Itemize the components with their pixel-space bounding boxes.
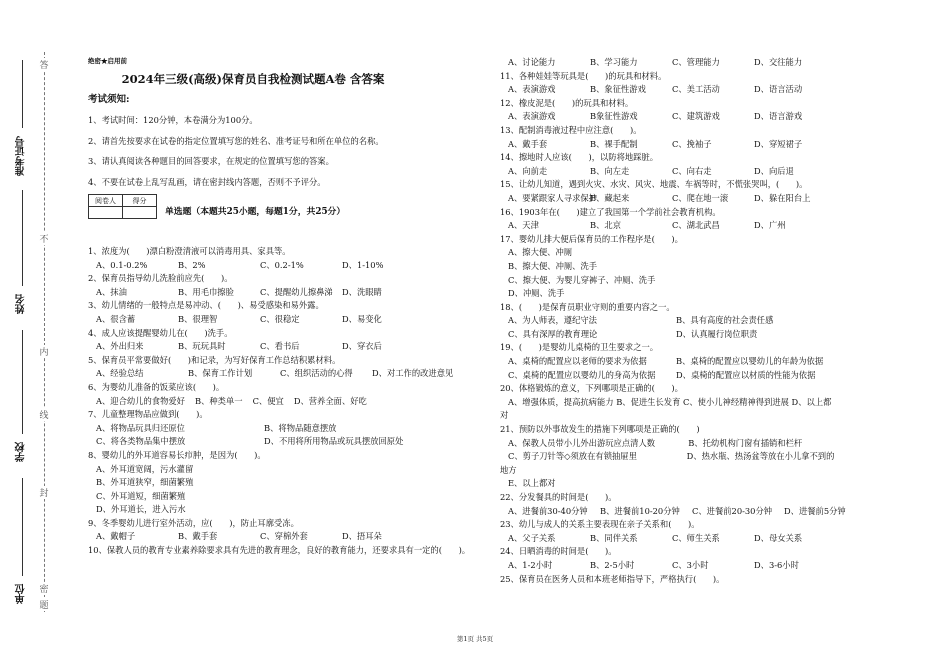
exam-id-label: 准考证号 <box>16 136 27 176</box>
answer-option[interactable]: B、将物品随意摆放 <box>264 422 337 433</box>
question-stem: 14、擦地时人应该( )，以防将地踩脏。 <box>500 152 659 163</box>
answer-option[interactable]: A、将物品玩具归还原位 <box>96 422 185 433</box>
seal-char: 内 <box>38 345 50 358</box>
question-item <box>500 518 900 545</box>
answer-option[interactable]: C、建筑游戏 <box>672 111 720 122</box>
answer-option[interactable]: B、保育工作计划 <box>188 368 253 379</box>
option-row <box>500 559 900 573</box>
question-stem: 18、( )是保育员职业守则的重要内容之一。 <box>500 301 675 312</box>
answer-option[interactable]: D、3-6小时 <box>754 559 799 570</box>
answer-option[interactable]: B、具有高度的社会责任感 <box>676 315 774 326</box>
option-row <box>88 286 488 300</box>
question-item <box>500 206 900 233</box>
answer-option[interactable]: C、桌椅的配置应以婴幼儿的身高为依据 <box>508 369 656 380</box>
answer-option[interactable]: D、外耳道长，进入污水 <box>96 504 186 515</box>
question-item <box>88 517 488 544</box>
answer-option[interactable]: 地方 <box>500 464 517 475</box>
answer-option[interactable]: A、戴手套 <box>508 138 548 149</box>
question-item <box>500 97 900 124</box>
section-title: 单选题（本题共25小题，每题1分，共25分） <box>165 207 346 217</box>
answer-option[interactable]: D、捂耳朵 <box>342 531 382 542</box>
answer-option[interactable]: D、不用将所用物品或玩具摆放回原处 <box>264 436 404 447</box>
question-stem: 20、体格锻炼的意义，下列哪项是正确的( )。 <box>500 383 683 394</box>
option-row <box>500 532 900 546</box>
question-stem: 9、冬季婴幼儿进行室外活动，应( )，防止耳廓受冻。 <box>88 517 299 528</box>
notice-item: 2、请首先按要求在试卷的指定位置填写您的姓名、准考证号和所在单位的名称。 <box>88 135 384 146</box>
option-row <box>500 355 900 369</box>
grader-cell[interactable] <box>89 207 123 219</box>
answer-option[interactable]: 对 <box>500 410 509 421</box>
answer-option[interactable]: C、3小时 <box>672 559 709 570</box>
option-row <box>500 83 900 97</box>
option-row <box>500 260 900 274</box>
option-row <box>88 259 488 273</box>
answer-option[interactable]: A、迎合幼儿的食物爱好 <box>96 395 185 406</box>
answer-option[interactable]: D、向后退 <box>754 165 794 176</box>
answer-option[interactable]: B、2-5小时 <box>590 559 635 570</box>
answer-option[interactable]: C、穿棉外套 <box>260 531 308 542</box>
question-item <box>500 233 900 301</box>
answer-option[interactable]: D、1-10% <box>342 259 384 270</box>
option-row <box>500 505 900 519</box>
answer-option[interactable]: D、营养全面、好吃 <box>293 395 367 406</box>
question-stem: 4、成人应该提醒婴幼儿在( )洗手。 <box>88 327 233 338</box>
answer-option[interactable]: A、表演游戏 <box>508 111 556 122</box>
option-row <box>500 464 900 478</box>
question-item <box>88 381 488 408</box>
answer-option[interactable]: A、很含蓄 <box>96 313 136 324</box>
left-column <box>88 56 488 558</box>
answer-option[interactable]: B、外耳道狭窄，细菌繁殖 <box>96 477 194 488</box>
answer-option[interactable]: C、将各类物品集中摆放 <box>96 436 186 447</box>
answer-option[interactable]: B、桌椅的配置应以婴幼儿的年龄为依据 <box>676 356 824 367</box>
question-item <box>500 545 900 572</box>
answer-option[interactable]: C、剪子刀针等◇须放在有锁抽屉里 D、热水瓶、热汤盆等放在小儿拿不到的 <box>508 451 835 462</box>
answer-option[interactable]: A、戴帽子 <box>96 531 136 542</box>
question-stem: 16、1903年在( )建立了我国第一个学前社会教育机构。 <box>500 206 721 217</box>
answer-option[interactable]: D、易变化 <box>342 313 382 324</box>
answer-option[interactable]: B、裸手配制 <box>590 138 638 149</box>
option-row <box>500 110 900 124</box>
question-stem: 19、( )是婴幼儿桌椅的卫生要求之一。 <box>500 342 659 353</box>
question-stem: 8、婴幼儿的外耳道容易长疖肿，是因为( )。 <box>88 449 266 460</box>
question-stem: 12、橡皮泥是( )的玩具和材料。 <box>500 97 634 108</box>
answer-option[interactable]: D、语言游戏 <box>754 111 803 122</box>
answer-option[interactable]: C、具有深厚的教育理论 <box>508 328 598 339</box>
question-item <box>88 299 488 326</box>
question-item <box>500 151 900 178</box>
notice-item: 1、考试时间：120分钟，本卷满分为100分。 <box>88 115 258 125</box>
option-row <box>500 369 900 383</box>
answer-option[interactable]: B、同伴关系 <box>590 532 638 543</box>
notice-item: 3、请认真阅读各种题目的回答要求，在规定的位置填写您的答案。 <box>88 156 334 166</box>
school-blank[interactable] <box>22 330 23 434</box>
answer-option[interactable]: B、象征性游戏 <box>590 84 646 95</box>
question-stem: 25、保育员在医务人员和本班老师指导下，严格执行( )。 <box>500 573 725 584</box>
seal-char: 题 <box>38 598 50 611</box>
option-row <box>500 328 900 342</box>
answer-option[interactable]: D、桌椅的配置应以材质的性能为依据 <box>676 369 816 380</box>
answer-option[interactable]: A、天津 <box>508 220 539 231</box>
name-blank[interactable] <box>22 190 23 286</box>
option-row <box>500 450 900 464</box>
answer-option[interactable]: B象征性游戏 <box>590 111 638 122</box>
option-row <box>88 435 488 449</box>
question-stem: 7、儿童整理物品应做到( )。 <box>88 409 208 420</box>
answer-option[interactable]: C、擦大便、为婴儿穿裤子、冲厕、洗手 <box>508 274 656 285</box>
name-label: 姓名 <box>16 294 27 314</box>
question-item <box>88 272 488 299</box>
answer-option[interactable]: C、0.2-1% <box>260 259 304 270</box>
question-item <box>500 301 900 342</box>
option-row <box>88 463 488 477</box>
answer-option[interactable]: C、进餐前20-30分钟 <box>692 505 773 516</box>
option-row <box>88 490 488 504</box>
answer-option[interactable]: D、认真履行岗位职责 <box>676 328 758 339</box>
seal-char: 不 <box>38 232 50 245</box>
seal-char: 答 <box>38 58 50 71</box>
page-number: 第1页 共5页 <box>456 635 494 643</box>
question-stem: 1、浓度为( )漂白粉澄清液可以消毒用具、家具等。 <box>88 246 291 256</box>
question-stem: 15、让幼儿知道，遇到火灾、水灾、风灾、地震、车祸等时，不慌张哭叫，( )。 <box>500 179 808 190</box>
right-column <box>500 56 900 586</box>
answer-option[interactable]: C、提醒幼儿擦鼻涕 <box>260 286 333 297</box>
question-stem: 24、日晒消毒的时间是( )。 <box>500 546 617 557</box>
answer-option[interactable]: D、躲在阳台上 <box>754 192 811 203</box>
answer-option[interactable]: D、对工作的改进意见 <box>372 368 454 379</box>
question-options-continued <box>500 56 900 70</box>
page-title: 2024年三级(高级)保育员自我检测试题A卷 含答案 <box>121 72 385 86</box>
unit-blank[interactable] <box>22 478 23 576</box>
option-row <box>500 314 900 328</box>
option-row <box>500 274 900 288</box>
secret-mark: 绝密★启用前 <box>88 57 127 65</box>
answer-option[interactable]: B、向左走 <box>590 165 630 176</box>
answer-option[interactable]: A、向前走 <box>508 165 548 176</box>
question-stem: 13、配制消毒液过程中应注意( )。 <box>500 124 642 135</box>
question-item <box>500 573 900 587</box>
answer-option[interactable]: B、用毛巾擦脸 <box>178 286 234 297</box>
question-item <box>88 245 488 272</box>
seal-char: 封 <box>38 486 50 499</box>
seal-char: 密 <box>38 582 50 595</box>
answer-option[interactable]: C、爬在地一滚 <box>672 192 729 203</box>
question-stem: 21、预防以外事故发生的措施下列哪项是正确的( ) <box>500 424 700 435</box>
question-item <box>88 327 488 354</box>
notice-item: 4、不要在试卷上乱写乱画，请在密封线内答题，否则不予评分。 <box>88 176 326 187</box>
question-item <box>500 341 900 382</box>
answer-option[interactable]: A、抹油 <box>96 286 127 297</box>
question-item <box>500 124 900 151</box>
answer-option[interactable]: B、擦大便、冲厕、洗手 <box>508 260 598 271</box>
option-row <box>500 192 900 206</box>
option-row <box>500 56 900 70</box>
answer-option[interactable]: A、桌椅的配置应以老师的要求为依据 <box>508 356 647 367</box>
question-item <box>500 491 900 518</box>
question-item <box>88 544 488 558</box>
option-row <box>500 138 900 152</box>
answer-option[interactable]: A、增强体质，提高抗病能力 B、促进生长发育 C、使小儿神经精神得到进展 D、以上都 <box>508 396 832 407</box>
answer-option[interactable]: B、2% <box>178 259 206 270</box>
answer-option[interactable]: C、挽袖子 <box>672 138 712 149</box>
answer-option[interactable]: D、语言活动 <box>754 84 803 95</box>
exam-id-blank[interactable] <box>22 60 23 128</box>
answer-option[interactable]: C、外耳道短，细菌繁殖 <box>96 490 186 501</box>
score-cell[interactable] <box>123 207 157 219</box>
question-item <box>88 449 488 517</box>
answer-option[interactable]: D、进餐前5分钟 <box>784 505 846 516</box>
question-item <box>88 354 488 381</box>
answer-option[interactable]: B、进餐前10-20分钟 <box>600 505 680 516</box>
answer-option[interactable]: A、讨论能力 <box>508 57 556 67</box>
question-item <box>500 423 900 491</box>
answer-option[interactable]: A、表演游戏 <box>508 84 556 95</box>
question-stem: 10、保教人员的教育专业素养除要求具有先进的教育理念，良好的教育能力，还要求具有一定的( )。 <box>88 545 471 556</box>
answer-option[interactable]: A、父子关系 <box>508 532 556 543</box>
answer-option[interactable]: B、藏起来 <box>590 192 630 203</box>
answer-option[interactable]: A、要紧跟家人寻求保护 <box>508 192 597 203</box>
option-row <box>500 409 900 423</box>
question-stem: 6、为婴幼儿准备的饭菜应该( )。 <box>88 381 225 392</box>
option-row <box>88 395 488 409</box>
question-item <box>500 382 900 423</box>
answer-option[interactable]: E、以上都对 <box>508 478 556 489</box>
answer-option[interactable]: A、外出归来 <box>96 341 144 352</box>
option-row <box>88 530 488 544</box>
answer-option[interactable]: D、穿衣后 <box>342 341 382 352</box>
answer-option[interactable]: D、交往能力 <box>754 57 803 67</box>
answer-option[interactable]: B、玩玩具时 <box>178 341 226 352</box>
question-stem: 11、各种娃娃等玩具是( )的玩具和材料。 <box>500 70 667 81</box>
answer-option[interactable]: D、穿短裙子 <box>754 138 803 149</box>
option-row <box>500 437 900 451</box>
answer-option[interactable]: A、保教人员带小儿外出游玩应点清人数 B、托幼机构门窗有插销和栏杆 <box>508 437 803 448</box>
answer-option[interactable]: D、母女关系 <box>754 532 803 543</box>
answer-option[interactable]: C、看书后 <box>260 341 300 352</box>
answer-option[interactable]: D、冲厕、洗手 <box>508 288 565 299</box>
answer-option[interactable]: C、便宜 <box>252 395 284 406</box>
option-row <box>500 396 900 410</box>
answer-option[interactable]: A、经验总结 <box>96 368 144 379</box>
option-row <box>500 165 900 179</box>
question-stem: 22、分发餐具的时间是( )。 <box>500 492 617 502</box>
answer-option[interactable]: D、广州 <box>754 220 786 231</box>
question-stem: 5、保育员平常要做好( )和记录，为写好保育工作总结积累材料。 <box>88 354 341 365</box>
option-row <box>500 246 900 260</box>
notice-title: 考试须知: <box>88 94 130 105</box>
binding-margin <box>0 0 62 671</box>
option-row <box>88 503 488 517</box>
seal-char: 线 <box>38 408 50 421</box>
score-table <box>88 194 157 219</box>
answer-option[interactable]: B、很理智 <box>178 313 218 324</box>
answer-option[interactable]: A、1-2小时 <box>508 559 553 570</box>
question-item <box>500 70 900 97</box>
answer-option[interactable]: D、洗眼睛 <box>342 286 382 297</box>
option-row <box>88 476 488 490</box>
question-item <box>88 408 488 449</box>
seal-dashed-line <box>44 52 45 612</box>
answer-option[interactable]: C、湖北武昌 <box>672 220 720 231</box>
answer-option[interactable]: A、进餐前30-40分钟 <box>508 505 588 516</box>
question-stem: 17、婴幼儿排大便后保育员的工作程序是( )。 <box>500 233 683 244</box>
option-row <box>88 422 488 436</box>
answer-option[interactable]: B、戴手套 <box>178 531 218 542</box>
answer-option[interactable]: C、师生关系 <box>672 532 720 543</box>
question-stem: 2、保育员指导幼儿洗脸前应先( )。 <box>88 273 233 284</box>
answer-option[interactable]: A、擦大便、冲厕 <box>508 247 573 258</box>
unit-label: 单位 <box>16 584 27 604</box>
option-row <box>88 313 488 327</box>
answer-option[interactable]: C、美工活动 <box>672 84 720 95</box>
option-row <box>88 367 488 381</box>
option-row <box>500 477 900 491</box>
answer-option[interactable]: C、向右走 <box>672 165 712 176</box>
answer-option[interactable]: A、为人师表，遵纪守法 <box>508 315 597 326</box>
option-row <box>500 287 900 301</box>
question-stem: 3、幼儿情绪的一般特点是易冲动、( )、易受感染和易外露。 <box>88 300 324 311</box>
score-section <box>88 194 488 219</box>
answer-option[interactable]: B、学习能力 <box>590 57 638 67</box>
score-table-header: 阅卷人 <box>89 195 123 207</box>
question-list <box>88 245 488 558</box>
answer-option[interactable]: C、组织活动的心得 <box>280 368 353 379</box>
question-list <box>500 70 900 587</box>
answer-option[interactable]: C、很稳定 <box>260 313 300 324</box>
score-table-header: 得分 <box>123 195 157 207</box>
question-stem: 23、幼儿与成人的关系主要表现在亲子关系和( )。 <box>500 519 700 530</box>
option-row <box>500 219 900 233</box>
question-item <box>500 178 900 205</box>
option-row <box>88 340 488 354</box>
answer-option[interactable]: C、管理能力 <box>672 57 720 67</box>
answer-option[interactable]: A、0.1-0.2% <box>96 259 148 270</box>
answer-option[interactable]: B、北京 <box>590 220 621 231</box>
school-label: 学校 <box>16 442 27 462</box>
answer-option[interactable]: B、种类单一 <box>194 395 243 406</box>
answer-option[interactable]: A、外耳道宽阔，污水灌留 <box>96 463 194 474</box>
